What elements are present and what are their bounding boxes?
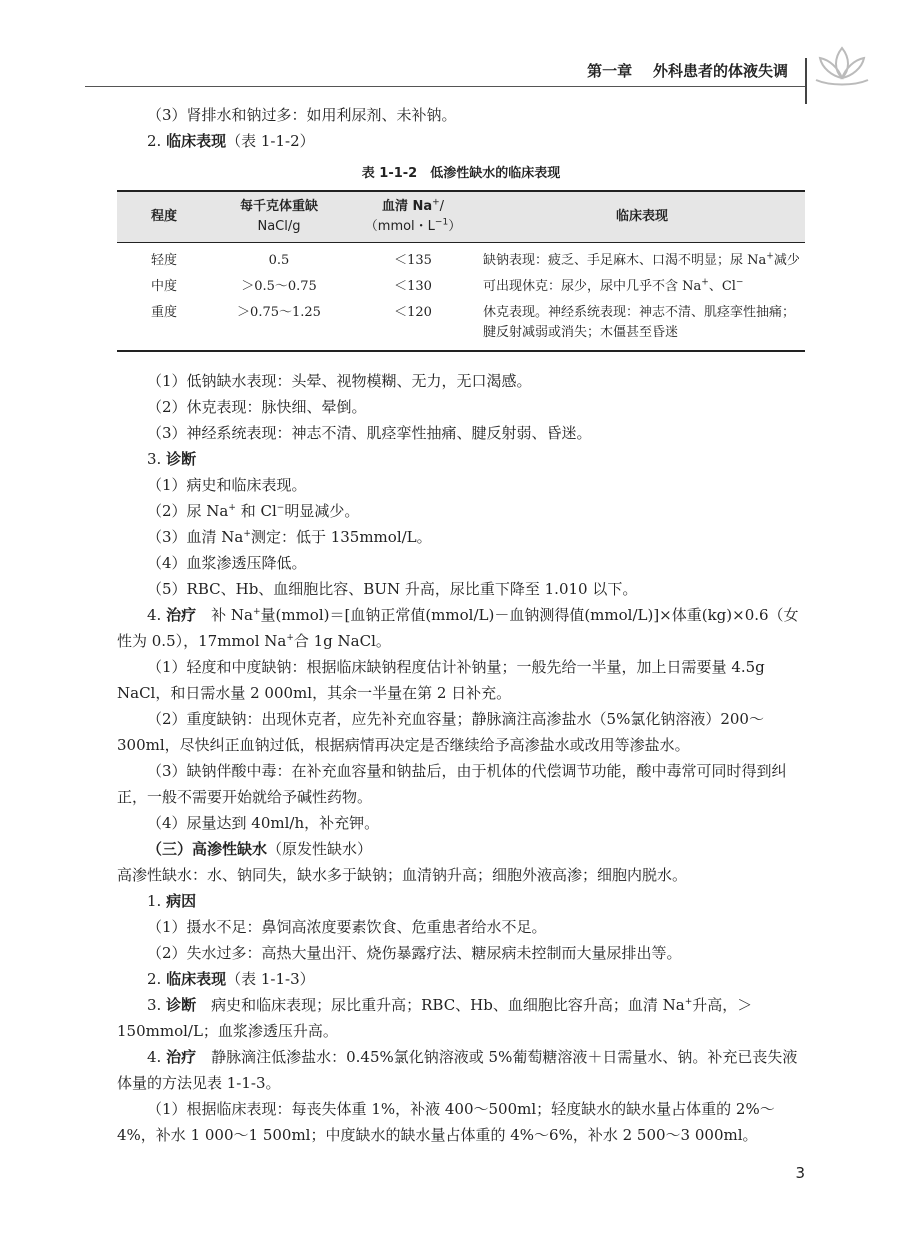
table-row: 重度 ＞0.75～1.25 ＜120 休克表现。神经系统表现：神志不清、肌痉挛性抽痛； 腱反射减弱或消失；木僵甚至昏迷 — [117, 300, 805, 351]
table-row: 轻度 0.5 ＜135 缺钠表现：疲乏、手足麻木、口渴不明显；尿 Na+减少 — [150, 251, 800, 268]
list-item: （3）肾排水和钠过多：如用利尿剂、未补钠。 — [147, 106, 457, 124]
chapter-label: 第一章 — [587, 62, 633, 80]
col-serum: 血清 Na+/ （mmol・$L^{-1}$） — [347, 191, 479, 243]
subsection-heading: （三）高渗性缺水（原发性缺水） — [147, 840, 373, 858]
list-item: （1）病史和临床表现。 — [147, 476, 307, 494]
list-item: （2）重度缺钠：出现休克者，应先补充血容量；静脉滴注高渗盐水（5%氯化钠溶液）200～300ml，尽快纠正血钠过低，根据病情再决定是否继续给予高渗盐水或改用等渗盐水。 — [117, 710, 764, 754]
list-item: （4）尿量达到 40ml/h，补充钾。 — [147, 814, 380, 832]
table-row: 中度 ＞0.5～0.75 ＜130 可出现休克：尿少，尿中几乎不含 Na+、Cl− — [150, 277, 744, 294]
section-heading: 3. 诊断 — [147, 450, 197, 468]
paragraph: 高渗性缺水：水、钠同失，缺水多于缺钠；血清钠升高；细胞外液高渗；细胞内脱水。 — [117, 866, 688, 884]
list-item: （4）血浆渗透压降低。 — [147, 554, 307, 572]
col-degree: 程度 — [117, 191, 211, 243]
list-item: （5）RBC、Hb、血细胞比容、BUN 升高，尿比重下降至 1.010 以下。 — [147, 580, 638, 598]
list-item: （3）缺钠伴酸中毒：在补充血容量和钠盐后，由于机体的代偿调节功能，酸中毒常可同时得到纠正，一般不需要开始就给予碱性药物。 — [117, 762, 787, 806]
list-item: （1）轻度和中度缺钠：根据临床缺钠程度估计补钠量；一般先给一半量，加上日需要量 4.5g NaCl，和日需水量 2 000ml，其余一半量在第 2 日补充。 — [117, 658, 765, 702]
page-number: 3 — [795, 1164, 805, 1182]
list-item: （3）神经系统表现：神志不清、肌痉挛性抽痛、腱反射弱、昏迷。 — [147, 424, 592, 442]
table-header-row — [117, 191, 805, 243]
list-item: （2）休克表现：脉快细、晕倒。 — [147, 398, 367, 416]
chapter-title: 外科患者的体液失调 — [652, 62, 788, 80]
col-clinical: 临床表现 — [479, 191, 805, 243]
section-heading: 1. 病因 — [147, 892, 197, 910]
list-item: （1）摄水不足：鼻饲高浓度要素饮食、危重患者给水不足。 — [147, 918, 547, 936]
section-heading: 2. 临床表现（表 1-1-3） — [147, 970, 315, 988]
paragraph: 3. 诊断 病史和临床表现；尿比重升高；RBC、Hb、血细胞比容升高；血清 Na+升高，＞150mmol/L；血浆渗透压升高。 — [117, 996, 753, 1040]
header-rule — [85, 86, 805, 87]
list-item: （3）血清 Na+测定：低于 135mmol/L。 — [147, 528, 432, 546]
treatment-formula: 4. 治疗 补 Na+量(mmol)＝[血钠正常值(mmol/L)－血钠测得值(mmol/L)]×体重(kg)×0.6（女性为 0.5），17mmol Na+合 1g NaCl。 — [117, 606, 799, 650]
list-item: （2）失水过多：高热大量出汗、烧伤暴露疗法、糖尿病未控制而大量尿排出等。 — [147, 944, 682, 962]
col-deficit: 每千克体重缺 NaCl/g — [211, 191, 347, 243]
header-divider — [805, 58, 807, 104]
running-header — [587, 60, 788, 81]
section-heading: 2. 临床表现（表 1-1-2） — [147, 132, 315, 150]
table-caption: 表 1-1-2 低渗性缺水的临床表现 — [361, 166, 561, 181]
list-item: （1）根据临床表现：每丧失体重 1%，补液 400～500ml；轻度缺水的缺水量占体重的 2%～4%，补水 1 000～1 500ml；中度缺水的缺水量占体重的 4%～6%，补水 2 500～3 000ml。 — [117, 1100, 775, 1144]
lotus-logo-icon — [812, 40, 872, 86]
page-body — [117, 102, 805, 1148]
paragraph: 4. 治疗 静脉滴注低渗盐水：0.45%氯化钠溶液或 5%葡萄糖溶液＋日需量水、钠。补充已丧失液体量的方法见表 1-1-3。 — [117, 1048, 798, 1092]
clinical-table — [117, 190, 805, 352]
list-item: （2）尿 Na+ 和 Cl−明显减少。 — [147, 502, 360, 520]
list-item: （1）低钠缺水表现：头晕、视物模糊、无力，无口渴感。 — [147, 372, 532, 390]
